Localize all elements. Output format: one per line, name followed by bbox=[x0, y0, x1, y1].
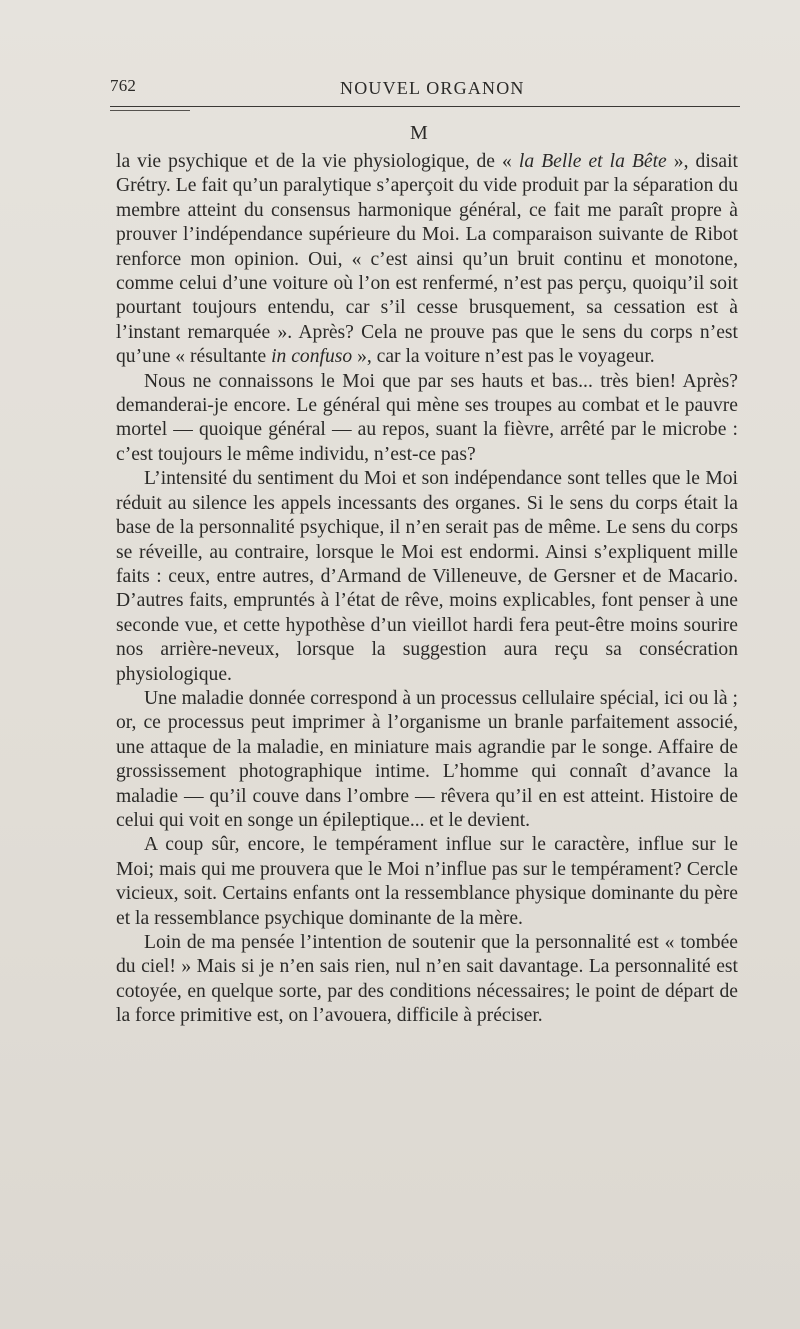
paragraph-1-part-2: », disait Grétry. Le fait qu’un paralytique s’aperçoit du vide produit par la séparation du membre atteint du consensus harmonique général, ce fait me paraît propre à prouver l’indépendance supérieure du Moi. La comparaison suivante de Ribot renforce mon opinion. Oui, « c’est ainsi qu’un bruit continu et monotone, comme celui d’une voiture où l’on est renfermé, n’est pas perçu, quoiqu’il soit pourtant toujours entendu, car s’il cesse brusquement, sa cessation est à l’instant remarquée ». Après? Cela ne prouve pas que le sens du corps n’est qu’une « résultante bbox=[116, 151, 738, 368]
paragraph-4: Une maladie donnée correspond à un processus cellulaire spécial, ici ou là ; or, ce processus peut imprimer à l’organisme un branle parfaitement associé, une attaque de la maladie, en miniature mais agrandie par le songe. Affaire de grossissement photographique intime. L’homme qui connaît d’avance la maladie — qu’il couve dans l’ombre — rêvera qu’il en est atteint. Histoire de celui qui voit en songe un épileptique... et le devient. bbox=[116, 687, 738, 831]
paragraph-1-part-1: la vie psychique et de la vie physiologique, de « bbox=[116, 151, 519, 172]
paragraph-1-part-3: », car la voiture n’est pas le voyageur. bbox=[352, 346, 655, 368]
running-head bbox=[110, 76, 750, 102]
body-text bbox=[116, 150, 738, 1029]
latin-phrase: in confuso bbox=[271, 346, 353, 368]
page-number: 762 bbox=[110, 76, 137, 95]
paragraph-3: L’intensité du sentiment du Moi et son indépendance sont telles que le Moi réduit au silence les appels incessants des organes. Si le sens du corps était la base de la personnalité psychique, il n’en serait pas de même. Le sens du corps se réveille, au contraire, lorsque le Moi est endormi. Ainsi s’expliquent mille faits : ceux, entre autres, d’Armand de Villeneuve, de Gersner et de Macario. D’autres faits, empruntés à l’état de rêve, moins explicables, font penser à une seconde vue, et cette hypothèse d’un vieillot hardi fera peut-être moins sourire nos arrière-neveux, lorsque la suggestion aura reçu sa consécration physiologique. bbox=[116, 468, 738, 685]
paragraph-6: Loin de ma pensée l’intention de soutenir que la personnalité est « tombée du ciel! » Mais si je n’en sais rien, nul n’en sait davantage. La personnalité est cotoyée, en quelque sorte, par des conditions nécessaires; le point de départ de la force primitive est, on l’avouera, difficile à préciser. bbox=[116, 932, 738, 1027]
paragraph-5: A coup sûr, encore, le tempérament influe sur le caractère, influe sur le Moi; mais qui me prouvera que le Moi n’influe pas sur le tempérament? Cercle vicieux, soit. Certains enfants ont la ressemblance physique dominante du père et la ressemblance psychique dominante de la mère. bbox=[116, 834, 738, 929]
header-rule-accent bbox=[110, 110, 190, 111]
quoted-title: la Belle et la Bête bbox=[518, 151, 667, 172]
paragraph-2: Nous ne connaissons le Moi que par ses hauts et bas... très bien! Après? demanderai-je encore. Le général qui mène ses troupes au combat et le pauvre mortel — quoique général — au repos, suant la fièvre, arrêté par le microbe : c’est toujours le même individu, n’est-ce pas? bbox=[116, 370, 738, 465]
paragraph-1 bbox=[116, 150, 738, 370]
header-rule bbox=[110, 106, 740, 107]
section-letter: M bbox=[410, 122, 428, 144]
running-title: NOUVEL ORGANON bbox=[340, 78, 525, 98]
